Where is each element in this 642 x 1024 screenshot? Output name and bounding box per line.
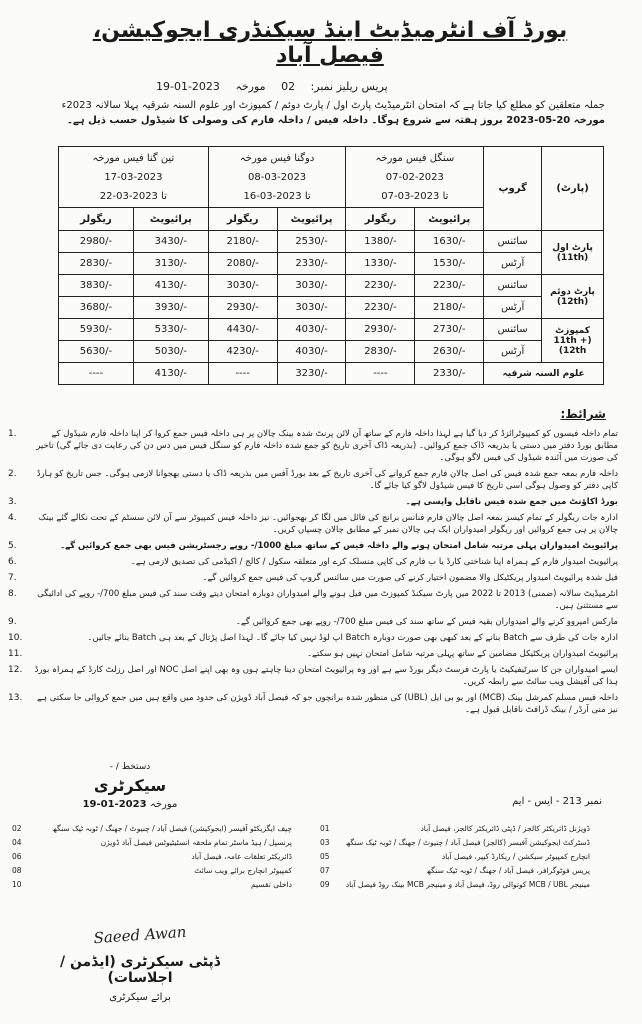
fee-cell-s-reg: ---- <box>346 363 415 385</box>
condition-text: پرائیویٹ امیدواران پریکٹیکل مضامین کے ساتھ پہلی مرتبہ شامل امتحان نہیں ہو سکتے۔ <box>307 649 618 659</box>
secretary-date: 19-01-2023 <box>82 799 147 810</box>
condition-item <box>8 572 618 584</box>
fee-row <box>59 341 604 363</box>
triple-fee-to: 22-03-2023 <box>99 190 158 202</box>
condition-text: بورڈ اکاؤنٹ میں جمع شدہ فیس ناقابل واپسی ہے۔ <box>405 497 618 507</box>
fee-row <box>59 363 604 385</box>
col-header-part: (پارٹ) <box>542 147 604 231</box>
distribution-item <box>320 878 590 892</box>
distribution-number: 01 <box>320 824 330 833</box>
for-secretary: برائے سیکرٹری <box>109 992 171 1003</box>
to-word: تا <box>442 190 449 202</box>
fee-cell-d-pvt: 2330/- <box>277 253 346 275</box>
press-release-number: 02 <box>281 80 296 93</box>
single-fee-to-line <box>348 187 481 206</box>
distribution-number: 04 <box>12 838 22 847</box>
single-fee-to: 07-03-2023 <box>381 190 440 202</box>
condition-text: پرائیویٹ امیدواران پہلی مرتبہ شامل امتحان ہونے والے داخلہ فیس کے ساتھ مبلغ 1000/- روپے رجسٹریشن فیس بھی جمع کروائیں گے۔ <box>60 541 618 551</box>
fee-cell-t-pvt: 3430/- <box>133 231 208 253</box>
single-fee-period <box>346 147 484 208</box>
part-cell: پارٹ دوئم (12th) <box>542 275 604 319</box>
distribution-number: 07 <box>320 866 330 875</box>
condition-number: 2. <box>8 469 17 479</box>
fee-cell-t-pvt: 4130/- <box>133 363 208 385</box>
distribution-item <box>12 822 292 836</box>
fee-cell-s-reg: 2830/- <box>346 341 415 363</box>
col-header-single-private: پرائیویٹ <box>415 208 484 231</box>
to-word: تا <box>161 190 167 202</box>
fee-row <box>59 231 604 253</box>
fee-cell-s-pvt: 2630/- <box>415 341 484 363</box>
group-cell: سائنس <box>484 275 542 297</box>
fee-cell-d-pvt: 3030/- <box>277 275 346 297</box>
condition-text: ایسے امیدواران جن کا سرٹیفیکیٹ یا پارٹ فرسٹ دیگر بورڈ سے ہے اور وہ پرائیویٹ امتحان دینا چاہتے ہوں وہ بھی اپنے اصل NOC اور اصل رزلٹ کارڈ کے ہمراہ بورڈ ہذا کی آفیشل ویب سائٹ سے رابطہ کریں۔ <box>34 665 618 687</box>
fee-cell-d-reg: 2180/- <box>208 231 277 253</box>
part-cell: کمپوزٹ (11th + 12th) <box>542 319 604 363</box>
condition-item <box>8 664 618 688</box>
condition-number: 13. <box>8 693 23 703</box>
distribution-number: 05 <box>320 852 330 861</box>
fee-schedule-table <box>58 146 604 385</box>
single-fee-title: سنگل فیس مورخہ <box>375 152 455 164</box>
condition-item <box>8 496 618 508</box>
page-title: بورڈ آف انٹرمیڈیٹ اینڈ سیکنڈری ایجوکیشن، فیصل آباد <box>92 18 568 68</box>
fee-table-body <box>59 231 604 385</box>
distribution-text: انچارج کمپیوٹر سیکشن / ریکارڈ کیپر، فیصل آباد <box>441 852 590 861</box>
fee-cell-t-reg: ---- <box>59 363 134 385</box>
press-release-line <box>150 80 394 93</box>
condition-text: فیل شدہ پرائیویٹ امیدوار پریکٹیکل والا مضمون اختیار کرنے کی صورت میں سائنس گروپ کی فیس جمع کروائیں گے۔ <box>202 573 618 583</box>
fee-cell-s-pvt: 1530/- <box>415 253 484 275</box>
fee-cell-t-reg: 3830/- <box>59 275 134 297</box>
condition-number: 12. <box>8 665 23 675</box>
distribution-number: 03 <box>320 838 330 847</box>
fee-cell-t-reg: 3680/- <box>59 297 134 319</box>
fee-cell-s-reg: 2230/- <box>346 297 415 319</box>
part-cell: پارٹ اول (11th) <box>542 231 604 275</box>
condition-item <box>8 648 618 660</box>
condition-number: 7. <box>8 573 17 583</box>
double-fee-title: دوگنا فیس مورخہ <box>239 152 315 164</box>
col-header-group: گروپ <box>484 147 542 231</box>
fee-cell-d-pvt: 4030/- <box>277 319 346 341</box>
signed-label: دستخط / - <box>109 762 151 772</box>
condition-number: 11. <box>8 649 23 659</box>
condition-text: انٹرمیڈیٹ سالانہ (ضمنی) 2013 تا 2022 میں پارٹ سیکنڈ کمپوزٹ میں فیل ہونے والے امیدواران دوبارہ امتحان دیتے وقت سند کی فیس مبلغ 700/- روپے کی ادائیگی سے مستثنیٰ ہیں۔ <box>37 589 618 611</box>
distribution-item <box>320 850 590 864</box>
intro-line-2: مورخہ 20-05-2023 بروز ہفتہ سے شروع ہوگا۔ داخلہ فیس / داخلہ فارم کی وصولی کا شیڈول حسب ذیل ہے۔ <box>67 115 605 126</box>
distribution-number: 10 <box>12 880 22 889</box>
fee-cell-s-reg: 1330/- <box>346 253 415 275</box>
fee-cell-t-reg: 2980/- <box>59 231 134 253</box>
distribution-item <box>320 864 590 878</box>
double-fee-to-line <box>211 187 344 206</box>
condition-text: پرائیویٹ امیدوار فارم کے ہمراہ اپنا شناختی کارڈ یا ب فارم کی کاپی منسلک کرے اور متعلقہ سکول / کالج / اکیڈمی کی تصدیق لازمی ہے۔ <box>130 557 618 567</box>
group-cell: سائنس <box>484 319 542 341</box>
fee-cell-t-reg: 2830/- <box>59 253 134 275</box>
date-label: مورخہ <box>235 80 266 93</box>
condition-item <box>8 556 618 568</box>
date-label: مورخہ <box>150 799 178 810</box>
fee-cell-d-reg: ---- <box>208 363 277 385</box>
fee-cell-t-pvt: 5030/- <box>133 341 208 363</box>
intro-paragraph <box>60 98 605 128</box>
fee-row <box>59 319 604 341</box>
condition-number: 8. <box>8 589 17 599</box>
distribution-text: ڈائریکٹر تعلقات عامہ، فیصل آباد <box>191 852 292 861</box>
fee-cell-t-pvt: 4130/- <box>133 275 208 297</box>
fee-cell-t-pvt: 3130/- <box>133 253 208 275</box>
distribution-text: پرنسپل / ہیڈ ماسٹر تمام ملحقہ انسٹیٹیوٹس فیصل آباد ڈویژن <box>100 838 292 847</box>
fee-cell-s-reg: 1380/- <box>346 231 415 253</box>
triple-fee-to-line <box>61 187 206 206</box>
condition-item <box>8 588 618 612</box>
distribution-text: پریس فوٹوگرافر، فیصل آباد / جھنگ / ٹوبہ ٹیک سنگھ <box>426 866 590 875</box>
condition-text: تمام داخلہ فیسوں کو کمپیوٹرائزڈ کر دیا گیا ہے لہذا داخلہ فارم کے ساتھ آن لائن پرنٹ شدہ بینک چالان پر ہی داخلہ فیس جمع کروا کر اپنا داخلہ فارم شیڈول کے مطابق بورڈ دفتر میں دستی یا بذریعہ ڈاک جمع کروائیں۔ (بذریعہ ڈاک آخری تاریخ کو جمع شدہ داخلہ فارم کو سنگل فیس میں دس دن کی رعایت دی جائے گی) تاخیر کی صورت میں آئندہ شیڈول کی فیس لاگو ہوگی۔ <box>36 429 618 463</box>
col-header-double-private: پرائیویٹ <box>277 208 346 231</box>
col-header-single-regular: ریگولر <box>346 208 415 231</box>
triple-fee-period <box>59 147 209 208</box>
fee-cell-t-pvt: 3930/- <box>133 297 208 319</box>
condition-text: مارکس امپروو کرنے والے امیدواران بقیہ فیس کے ساتھ سند کی فیس مبلغ 700/- روپے بھی جمع کروائیں گے۔ <box>235 617 618 627</box>
condition-text: داخلہ فارم بمعہ جمع شدہ فیس کی اصل چالان فارم جمع کروانے کی آخری تاریخ کے بعد بورڈ آفس میں بذریعہ ڈاک یا دستی بھجوانا لازمی ہوگی۔ جس تاریخ کو ہارڈ کاپی دفتر کو وصول ہوگی اسی تاریخ کا فیس شیڈول لاگو کیا جائے گا۔ <box>36 469 618 491</box>
distribution-item <box>12 836 292 850</box>
press-release-label: پریس ریلیز نمبر: <box>310 80 388 93</box>
distribution-text: کمپیوٹر انچارج برائے ویب سائٹ <box>194 866 292 875</box>
to-word: تا <box>304 190 311 202</box>
condition-number: 3. <box>8 497 17 507</box>
condition-item <box>8 468 618 492</box>
fee-cell-d-pvt: 3230/- <box>277 363 346 385</box>
fee-cell-d-pvt: 2530/- <box>277 231 346 253</box>
fee-cell-t-reg: 5630/- <box>59 341 134 363</box>
fee-row <box>59 253 604 275</box>
condition-number: 10. <box>8 633 23 643</box>
fee-cell-s-pvt: 2180/- <box>415 297 484 319</box>
fee-cell-s-pvt: 2730/- <box>415 319 484 341</box>
condition-item <box>8 512 618 536</box>
distribution-number: 08 <box>12 866 22 875</box>
deputy-secretary-signature-block <box>40 922 240 1003</box>
secretary-date-line <box>70 799 190 810</box>
distribution-text: چیف ایگزیکٹو آفیسر (ایجوکیشن) فیصل آباد / چنیوٹ / جھنگ / ٹوبہ ٹیک سنگھ <box>52 824 292 833</box>
distribution-text: مینیجر MCB / UBL کوتوالی روڈ، فیصل آباد و مینیجر MCB بینک روڈ فیصل آباد <box>345 880 590 889</box>
fee-cell-s-pvt: 2330/- <box>415 363 484 385</box>
single-fee-from: 07-02-2023 <box>385 171 444 183</box>
handwritten-signature: Saeed Awan <box>93 922 187 948</box>
secretary-signature-block <box>70 762 190 810</box>
group-cell: آرٹس <box>484 341 542 363</box>
distribution-right-column <box>320 822 590 892</box>
double-fee-to: 16-03-2023 <box>243 190 302 202</box>
fee-cell-d-reg: 4430/- <box>208 319 277 341</box>
distribution-left-column <box>12 822 292 892</box>
distribution-item <box>320 836 590 850</box>
condition-item <box>8 692 618 716</box>
double-fee-from: 08-03-2023 <box>248 171 307 183</box>
fee-cell-d-reg: 3030/- <box>208 275 277 297</box>
group-cell: آرٹس <box>484 253 542 275</box>
distribution-text: ڈسٹرکٹ ایجوکیشن آفیسر (کالجز) فیصل آباد / چنیوٹ / جھنگ / ٹوبہ ٹیک سنگھ <box>345 838 590 847</box>
triple-fee-from: 17-03-2023 <box>104 171 163 183</box>
condition-item <box>8 540 618 552</box>
fee-cell-t-reg: 5930/- <box>59 319 134 341</box>
fee-cell-d-reg: 2080/- <box>208 253 277 275</box>
fee-cell-s-pvt: 2230/- <box>415 275 484 297</box>
condition-item <box>8 428 618 464</box>
condition-number: 1. <box>8 429 17 439</box>
secretary-title: سیکرٹری <box>93 776 167 795</box>
fee-cell-d-reg: 2930/- <box>208 297 277 319</box>
fee-cell-d-pvt: 4030/- <box>277 341 346 363</box>
part-cell: علوم السنہ شرقیہ <box>484 363 604 385</box>
fee-cell-s-reg: 2930/- <box>346 319 415 341</box>
fee-cell-d-pvt: 3030/- <box>277 297 346 319</box>
condition-item <box>8 616 618 628</box>
conditions-title: شرائط: <box>560 407 606 421</box>
press-release-date: 19-01-2023 <box>156 80 220 93</box>
distribution-item <box>12 850 292 864</box>
distribution-number: 09 <box>320 880 330 889</box>
triple-fee-title: تین گنا فیس مورخہ <box>92 152 175 164</box>
fee-cell-s-pvt: 1630/- <box>415 231 484 253</box>
fee-cell-d-reg: 4230/- <box>208 341 277 363</box>
group-cell: سائنس <box>484 231 542 253</box>
condition-number: 6. <box>8 557 17 567</box>
col-header-triple-private: پرائیویٹ <box>133 208 208 231</box>
col-header-double-regular: ریگولر <box>208 208 277 231</box>
distribution-text: داخلی تقسیم <box>250 880 292 889</box>
condition-number: 4. <box>8 513 17 523</box>
distribution-item <box>12 878 292 892</box>
distribution-item <box>320 822 590 836</box>
group-cell: آرٹس <box>484 297 542 319</box>
fee-row <box>59 297 604 319</box>
condition-text: داخلہ فیس مسلم کمرشل بینک (MCB) اور یو بی ایل (UBL) کی منظور شدہ برانچوں جو کہ فیصل آباد ڈویژن کی حدود میں واقع ہیں میں جمع کروائی جا سکتی ہے نیز منی آرڈر / بینک ڈرافٹ ناقابل قبول ہے۔ <box>37 693 618 715</box>
col-header-triple-regular: ریگولر <box>59 208 134 231</box>
double-fee-period <box>208 147 346 208</box>
fee-cell-s-reg: 2230/- <box>346 275 415 297</box>
condition-text: ادارہ جات کی طرف سے Batch بنانے کے بعد کبھی بھی صورت دوبارہ Batch اپ لوڈ نہیں کیا جائے گا۔ لہذا اصل پڑتال کے بعد ہی Batch بنائے جائیں۔ <box>87 633 618 643</box>
condition-number: 5. <box>8 541 17 551</box>
condition-number: 9. <box>8 617 17 627</box>
distribution-item <box>12 864 292 878</box>
condition-item <box>8 632 618 644</box>
fee-row <box>59 275 604 297</box>
distribution-number: 06 <box>12 852 22 861</box>
distribution-text: ڈویژنل ڈائریکٹر کالجز / ڈپٹی ڈائریکٹر کالجز، فیصل آباد <box>420 824 590 833</box>
condition-text: ادارہ جات ریگولر کے تمام کیسز بمعہ اصل چالان فارم فنانس برانچ کی فائل میں لگا کر بھجوائیں۔ نیز داخلہ فیس کمپیوٹر سے آن لائن سسٹم کے تحت نکالے گئے بینک چالان پر ہی جمع کروائیں اور ریگولر امیدواران ایک ہی چالان نمبر کے مطابق چالان چسپاں کریں۔ <box>38 513 618 535</box>
reference-number: نمبر 213 - ایس - ایم <box>512 796 602 807</box>
fee-cell-t-pvt: 5330/- <box>133 319 208 341</box>
distribution-number: 02 <box>12 824 22 833</box>
deputy-secretary-title: ڈپٹی سیکرٹری (ایڈمن / اجلاسات) <box>59 954 221 986</box>
intro-line-1: جملہ متعلقین کو مطلع کیا جاتا ہے کہ امتحان انٹرمیڈیٹ پارٹ اول / پارٹ دوئم / کمپوزٹ اور علوم السنہ شرقیہ پہلا سالانہ 2023ء <box>61 100 605 111</box>
